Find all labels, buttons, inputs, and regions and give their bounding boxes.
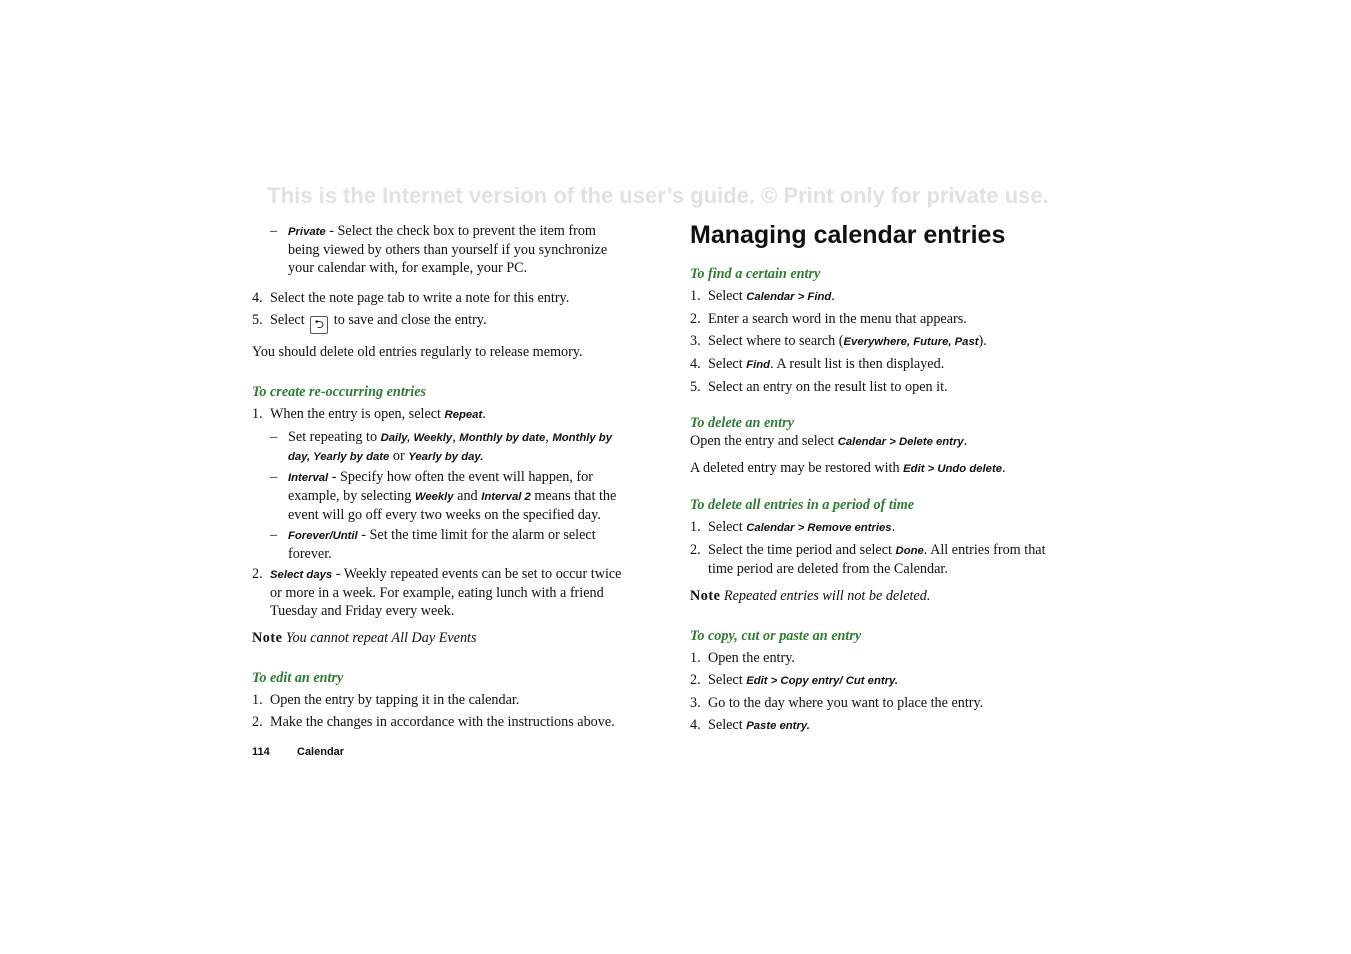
ui-term: Forever/Until — [288, 530, 358, 542]
note — [690, 587, 1062, 605]
ui-term: Calendar > Find — [746, 291, 832, 303]
item-text: A deleted entry may be restored with — [690, 460, 904, 476]
item-text: Make the changes in accordance with the instructions above. — [270, 714, 615, 730]
item-text: . A result list is then displayed. — [770, 356, 945, 372]
item-text: Select the time period and select — [708, 542, 896, 558]
step-number: 2. — [690, 542, 701, 558]
item-text: - Select the check box to prevent the item from being viewed by others than yourself if you synchronize your calendar with, for example, your PC. — [288, 223, 608, 276]
step-number: 3. — [690, 695, 701, 711]
item-text: Select — [270, 312, 309, 328]
step-number: 5. — [690, 379, 701, 395]
watermark: This is the Internet version of the user’s guide. © Print only for private use. — [267, 183, 1049, 208]
item-text: Select — [708, 519, 747, 535]
dash-marker: – — [270, 429, 278, 445]
ui-term: Edit > Copy entry/ Cut entry. — [746, 675, 899, 687]
dash-marker: – — [270, 469, 278, 485]
list-item — [690, 649, 1062, 667]
step-number: 1. — [252, 406, 263, 422]
note-label: Note — [690, 588, 721, 604]
item-text: Go to the day where you want to place the entry. — [708, 695, 984, 711]
item-text: Select the note page tab to write a note for this entry. — [270, 290, 570, 306]
item-text: Open the entry. — [708, 650, 795, 666]
item-text: means that the event will go off every two weeks on the specified day. — [288, 488, 617, 523]
footer-section: Calendar — [297, 746, 345, 758]
ui-term: Interval 2 — [481, 491, 531, 503]
step-number: 4. — [690, 356, 701, 372]
item-text: or — [389, 448, 409, 464]
item-text: and — [453, 488, 482, 504]
list-item — [252, 565, 624, 620]
section-heading: To edit an entry — [252, 670, 344, 686]
list-item — [690, 310, 1062, 328]
step-number: 2. — [252, 566, 263, 582]
ui-term: Calendar > Delete entry — [837, 436, 964, 448]
list-item — [690, 378, 1062, 396]
note-label: Note — [252, 630, 283, 646]
item-text: - Specify how often the event will happen, for example, by selecting — [288, 469, 593, 504]
paragraph — [690, 432, 1062, 451]
dash-marker: – — [270, 223, 278, 239]
step-number: 2. — [690, 672, 701, 688]
list-item — [690, 518, 1062, 537]
right-column — [690, 219, 1062, 739]
ui-term: Select days — [270, 569, 333, 581]
step-number: 2. — [252, 714, 263, 730]
item-text: - Set the time limit for the alarm or select forever. — [288, 527, 596, 562]
item-text: Select — [708, 717, 747, 733]
list-item — [690, 287, 1062, 306]
list-item — [252, 713, 624, 731]
list-item — [690, 541, 1062, 578]
ui-term: Find — [746, 359, 771, 371]
item-text: . — [831, 288, 835, 304]
page-number: 114 — [252, 746, 270, 758]
section-heading: To find a certain entry — [690, 266, 821, 282]
item-text: . — [963, 433, 968, 449]
note-text: You cannot repeat All Day Events — [285, 630, 477, 646]
item-text: . — [482, 406, 486, 422]
note-text: Repeated entries will not be deleted. — [723, 588, 931, 604]
item-text: . — [891, 519, 896, 535]
ui-term: Done — [895, 545, 924, 557]
ui-term: , — [407, 432, 414, 444]
list-item — [252, 405, 624, 424]
ui-term: . — [480, 451, 484, 463]
step-number: 1. — [690, 519, 701, 535]
list-item — [252, 289, 624, 307]
list-item — [690, 332, 1062, 351]
item-text: to save and close the entry. — [330, 312, 487, 328]
item-text: , — [452, 429, 460, 445]
ui-term: Monthly by day — [288, 432, 612, 463]
ui-term: , — [307, 451, 314, 463]
ui-term: Everywhere, Future, Past — [843, 336, 979, 348]
ui-term: Edit > Undo delete — [903, 463, 1002, 475]
paragraph — [690, 459, 1062, 478]
item-text: - Weekly repeated events can be set to occur twice or more in a week. For example, eating lunch with a friend Tuesday and Friday every week. — [270, 566, 622, 619]
item-text: Open the entry by tapping it in the calendar. — [270, 692, 520, 708]
step-number: 1. — [690, 650, 701, 666]
section-heading: To copy, cut or paste an entry — [690, 628, 862, 644]
step-number: 4. — [252, 290, 263, 306]
item-text: , — [545, 429, 553, 445]
item-text: . All entries from that time period are deleted from the Calendar. — [708, 542, 1046, 577]
item-text: Open the entry and select — [690, 433, 838, 449]
list-item — [252, 428, 624, 466]
item-text: When the entry is open, select — [270, 406, 445, 422]
item-text: Select an entry on the result list to open it. — [708, 379, 948, 395]
list-item — [690, 355, 1062, 374]
list-item — [690, 716, 1062, 735]
dash-marker: – — [270, 527, 278, 543]
save-close-icon: ⮌ — [310, 316, 328, 334]
section-heading: To delete an entry — [690, 415, 794, 431]
ui-term: Daily — [380, 432, 408, 444]
ui-term: Interval — [288, 472, 329, 484]
list-item — [252, 468, 624, 524]
item-text: . — [1002, 460, 1006, 476]
list-item — [252, 691, 624, 709]
section-heading: To create re-occurring entries — [252, 384, 427, 400]
item-text: Enter a search word in the menu that appears. — [708, 311, 967, 327]
left-column — [252, 222, 624, 735]
list-item — [252, 222, 624, 277]
item-text: Select — [708, 672, 747, 688]
list-item — [252, 526, 624, 563]
ui-term: Weekly — [413, 432, 453, 444]
paragraph: You should delete old entries regularly to release memory. — [252, 344, 583, 360]
ui-term: Repeat — [444, 409, 483, 421]
step-number: 5. — [252, 312, 263, 328]
ui-term: Calendar > Remove entries — [746, 522, 892, 534]
ui-term: Weekly — [414, 491, 454, 503]
step-number: 4. — [690, 717, 701, 733]
ui-term: Yearly by date — [313, 451, 390, 463]
ui-term: Paste entry. — [746, 720, 810, 732]
ui-term: Yearly by day — [408, 451, 481, 463]
item-text: Select where to search ( — [708, 333, 844, 349]
item-text: ). — [978, 333, 987, 349]
item-text: Select — [708, 288, 747, 304]
list-item — [690, 671, 1062, 690]
item-text: Set repeating to — [288, 429, 381, 445]
list-item — [690, 694, 1062, 712]
step-number: 1. — [252, 692, 263, 708]
item-text: Select — [708, 356, 747, 372]
step-number: 2. — [690, 311, 701, 327]
step-number: 3. — [690, 333, 701, 349]
step-number: 1. — [690, 288, 701, 304]
ui-term: Private — [288, 226, 326, 238]
section-heading: To delete all entries in a period of time — [690, 497, 915, 513]
list-item — [252, 311, 624, 334]
note — [252, 629, 624, 647]
page-title: Managing calendar entries — [690, 221, 1006, 249]
ui-term: Monthly by date — [459, 432, 546, 444]
page-footer — [252, 746, 344, 758]
